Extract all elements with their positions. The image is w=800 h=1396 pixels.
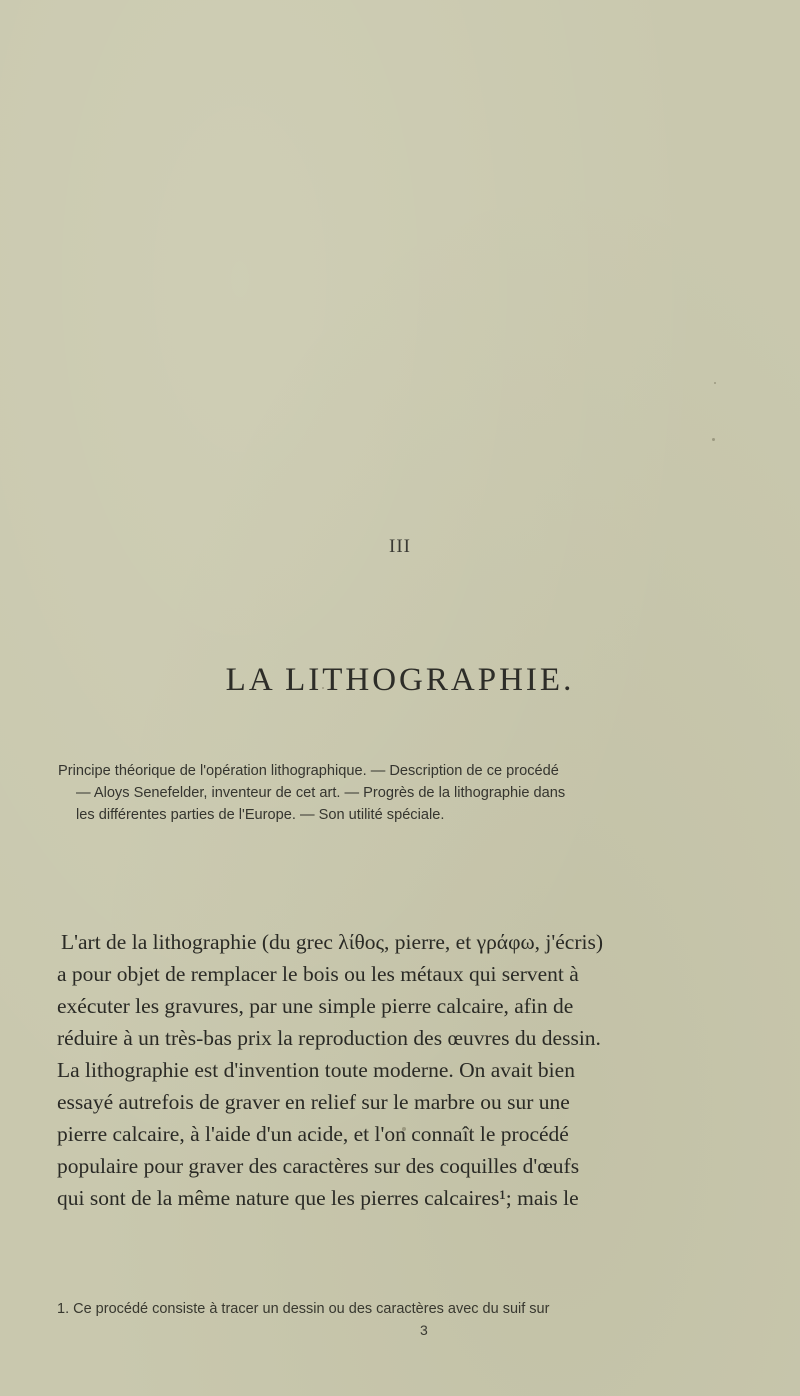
page-number: 3 [420,1322,428,1338]
body-line: réduire à un très-bas prix la reproduction des œuvres du dessin. [57,1026,601,1050]
body-line: a pour objet de remplacer le bois ou les métaux qui servent à [57,962,579,986]
body-line: qui sont de la même nature que les pierres calcaires¹; mais le [57,1186,579,1210]
chapter-title: LA LITHOGRAPHIE. [225,662,575,698]
body-line: pierre calcaire, à l'aide d'un acide, et l'on connaît le procédé [57,1122,569,1146]
chapter-summary [58,760,748,826]
body-paragraph [57,926,757,1214]
paper-speck [714,382,716,384]
summary-line: — Aloys Senefelder, inventeur de cet art. — Progrès de la lithographie dans [76,785,566,801]
body-line: exécuter les gravures, par une simple pierre calcaire, afin de [57,994,574,1018]
summary-line: Principe théorique de l'opération lithographique. — Description de ce procédé [58,763,559,779]
footnote: 1. Ce procédé consiste à tracer un dessin ou des caractères avec du suif sur [57,1301,550,1317]
summary-line: les différentes parties de l'Europe. — Son utilité spéciale. [76,807,445,823]
chapter-number: III [389,536,411,557]
body-line: La lithographie est d'invention toute moderne. On avait bien [57,1058,575,1082]
paper-speck [712,438,715,441]
body-line: L'art de la lithographie (du grec λίθος, pierre, et γράφω, j'écris) [61,930,603,954]
body-line: essayé autrefois de graver en relief sur le marbre ou sur une [57,1090,570,1114]
body-line: populaire pour graver des caractères sur des coquilles d'œufs [57,1154,580,1178]
